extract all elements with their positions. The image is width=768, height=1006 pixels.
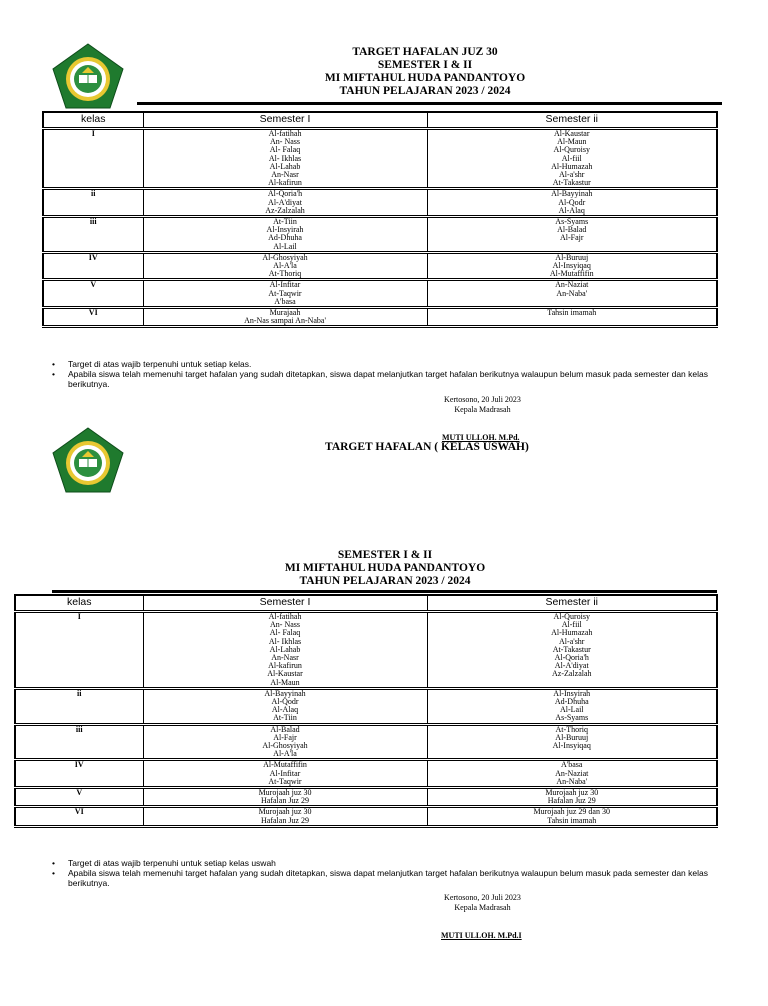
header-kelas: kelas (15, 595, 143, 612)
surah-item: Al-Quroisy (553, 612, 590, 621)
bottom-title-1: SEMESTER I & II (337, 549, 433, 561)
top-title-3: MI MIFTAHUL HUDA PANDANTOYO (324, 72, 526, 84)
surah-item: Al-Qodr (271, 697, 299, 707)
header-semester-2: Semester ii (427, 112, 717, 129)
school-logo-emblem (52, 43, 124, 109)
bottom-target-table (14, 594, 718, 828)
surah-item: Al-Alaq (271, 705, 299, 715)
table-header-row (15, 595, 717, 612)
surah-item: Al-a'shr (559, 170, 585, 180)
kelas-cell: VI (43, 308, 143, 327)
surah-item: At-Thoriq (268, 269, 302, 279)
table-row (43, 252, 717, 280)
surah-item: Murojaah juz 29 dan 30 (533, 807, 610, 817)
top-title-1: TARGET HAFALAN JUZ 30 (352, 46, 498, 58)
table-row (15, 788, 717, 807)
semester-1-cell (143, 788, 427, 807)
semester-1-cell (143, 760, 427, 788)
surah-item: Al-Fajr (273, 732, 297, 742)
surah-item: Al-Maun (557, 137, 587, 147)
semester-2-cell (427, 252, 717, 280)
surah-item: Al-Kaustar (553, 129, 590, 138)
semester-1-cell (143, 612, 427, 689)
semester-1-cell (143, 217, 427, 253)
header-kelas: kelas (43, 112, 143, 129)
surah-item: Al-a'shr (559, 636, 585, 646)
semester-1-cell (143, 189, 427, 217)
table-row (43, 189, 717, 217)
kelas-cell: iii (43, 217, 143, 253)
header-semester-1: Semester I (143, 595, 427, 612)
table-row (43, 129, 717, 189)
table-row (43, 280, 717, 308)
surah-item: As-Syams (555, 713, 589, 723)
bottom-sign-role: Kepala Madrasah (454, 902, 511, 912)
surah-item: Al-Fajr (559, 233, 584, 243)
table-row (15, 807, 717, 826)
semester-2-cell (427, 760, 717, 788)
surah-item: Al-fatihah (268, 612, 302, 621)
surah-item: Al-Quroisy (553, 145, 590, 155)
surah-item: Al-Mutaffifin (549, 269, 594, 279)
surah-item: Tahsin imamah (547, 308, 597, 318)
surah-item: Murajaah (269, 308, 301, 318)
bottom-note-2: • Apabila siswa telah memenuhi target hafalan yang sudah ditetapkan, siswa dapat melanjutkan target hafalan berikutnya walaupun belum masuk pada semester dan kelas berikutnya. (50, 868, 708, 888)
surah-item: Al-Mutaffifin (263, 760, 307, 770)
surah-item: Al-kafirun (268, 178, 302, 188)
semester-2-cell (427, 129, 717, 189)
top-note-1: • Target di atas wajib terpenuhi untuk setiap kelas. (50, 359, 708, 369)
surah-item: A'basa (274, 296, 296, 306)
surah-item: An-Nas sampai An-Naba' (244, 316, 326, 326)
surah-item: Al-kafirun (268, 661, 302, 671)
semester-2-cell (427, 788, 717, 807)
semester-2-cell (427, 217, 717, 253)
kelas-cell: I (15, 612, 143, 689)
kelas-cell: I (43, 129, 143, 189)
surah-item: Ad-Dhuha (554, 697, 589, 707)
top-target-table (42, 111, 718, 328)
surah-item: Al-Kaustar (267, 669, 303, 679)
surah-item: Al-A'diyat (554, 661, 589, 671)
surah-item: An-Nasr (271, 170, 299, 180)
surah-item: Murojaah juz 30 (258, 788, 312, 798)
table-row (15, 760, 717, 788)
bottom-signature-block (420, 893, 545, 912)
surah-item: An-Naziat (555, 768, 589, 778)
top-sign-role: Kepala Madrasah (454, 404, 511, 414)
top-note-2: • Apabila siswa telah memenuhi target hafalan yang sudah ditetapkan, siswa dapat melanjutkan target hafalan berikutnya walaupun belum masuk pada semester dan kelas berikutnya. (50, 369, 708, 389)
surah-item: Murojaah juz 30 (258, 807, 312, 817)
semester-1-cell (143, 688, 427, 724)
kelas-cell: V (43, 280, 143, 308)
surah-item: Al-Insyiqaq (552, 741, 591, 751)
table-row (43, 308, 717, 327)
table-row (15, 724, 717, 760)
surah-item: An-Naziat (555, 280, 589, 290)
semester-1-cell (143, 807, 427, 826)
surah-item: Az-Zalzalah (551, 669, 592, 679)
surah-item: Al-Insyirah (553, 688, 591, 698)
surah-item: Al-Lail (273, 241, 297, 251)
top-heading-rule (137, 102, 722, 105)
top-sign-date: Kertosono, 20 Juli 2023 (444, 395, 521, 404)
surah-item: Al- Ikhlas (268, 636, 302, 646)
surah-item: An-Nasr (271, 653, 299, 663)
school-logo (52, 43, 124, 109)
surah-item: Al-Lahab (269, 644, 301, 654)
surah-item: Tahsin imamah (547, 815, 597, 825)
semester-1-cell (143, 129, 427, 189)
table-header-row (43, 112, 717, 129)
surah-item: At-Taqwir (268, 776, 302, 786)
surah-item: Az-Zalzalah (265, 205, 305, 215)
table-row (43, 217, 717, 253)
surah-item: Al-fiil (561, 153, 582, 163)
bottom-title-3: TAHUN PELAJARAN 2023 / 2024 (299, 575, 471, 587)
top-title-2: SEMESTER I & II (377, 59, 473, 71)
surah-item: Al-Balad (270, 724, 300, 734)
surah-item: At-Thoriq (555, 724, 588, 734)
surah-item: As-Syams (555, 217, 589, 227)
surah-item: Al-Bayyinah (551, 189, 593, 199)
kelas-cell: ii (15, 688, 143, 724)
surah-item: Al-Humazah (551, 161, 593, 171)
semester-1-cell (143, 724, 427, 760)
surah-item: Al-Alaq (558, 205, 585, 215)
surah-item: Al-Lahab (269, 161, 301, 171)
surah-item: Ad-Dhuha (268, 233, 302, 243)
surah-item: An- Nass (270, 620, 300, 630)
kelas-cell: V (15, 788, 143, 807)
surah-item: Al-Qoria'h (554, 653, 589, 663)
surah-item: An-Naba' (556, 288, 588, 298)
semester-2-cell (427, 308, 717, 327)
surah-item: Al-Insyirah (266, 225, 304, 235)
semester-2-cell (427, 280, 717, 308)
semester-2-cell (427, 189, 717, 217)
surah-item: Hafalan Juz 29 (547, 796, 596, 806)
surah-item: Al-Lail (559, 705, 584, 715)
surah-item: Al- Falaq (269, 145, 301, 155)
top-title-4: TAHUN PELAJARAN 2023 / 2024 (339, 85, 511, 97)
surah-item: An- Nass (270, 137, 300, 147)
surah-item: Al- Falaq (269, 628, 301, 638)
surah-item: Al-Balad (557, 225, 587, 235)
school-logo-bottom (52, 427, 124, 493)
top-notes (50, 359, 708, 389)
bottom-sign-name: MUTI ULLOH. M.Pd.I (441, 931, 522, 940)
bottom-heading (260, 549, 510, 588)
kelas-cell: IV (43, 252, 143, 280)
surah-item: At-Tiin (273, 713, 297, 723)
header-semester-2: Semester ii (427, 595, 717, 612)
table-row (15, 688, 717, 724)
surah-item: Al-fiil (561, 620, 582, 630)
surah-item: At-Tiin (273, 217, 297, 227)
bottom-sign-date: Kertosono, 20 Juli 2023 (444, 893, 521, 902)
bottom-notes (50, 858, 708, 888)
surah-item: Al-Qoria'h (267, 189, 303, 199)
table-row (15, 612, 717, 689)
bottom-heading-rule (52, 590, 717, 593)
surah-item: An-Naba' (556, 776, 588, 786)
surah-item: Al-Maun (270, 677, 300, 687)
surah-item: Al-Bayyinah (264, 688, 306, 698)
school-logo-emblem-bottom (52, 427, 124, 493)
surah-item: Hafalan Juz 29 (261, 796, 309, 806)
top-heading (300, 46, 550, 98)
top-sign-name: MUTI ULLOH. M.Pd. (442, 433, 520, 442)
surah-item: Al-Buruuj (555, 252, 589, 262)
surah-item: Al-Infitar (269, 280, 301, 290)
bottom-note-1: • Target di atas wajib terpenuhi untuk setiap kelas uswah (50, 858, 708, 868)
surah-item: Al-Humazah (551, 628, 593, 638)
surah-item: Al-A'la (273, 749, 297, 759)
surah-item: Al-Ghosyiyah (262, 252, 308, 262)
surah-item: Al-Infitar (269, 768, 301, 778)
semester-1-cell (143, 252, 427, 280)
surah-item: A'basa (561, 760, 583, 770)
bottom-title-2: MI MIFTAHUL HUDA PANDANTOYO (284, 562, 486, 574)
kelas-cell: ii (43, 189, 143, 217)
kelas-cell: VI (15, 807, 143, 826)
semester-2-cell (427, 612, 717, 689)
surah-item: Al-A'la (273, 261, 297, 271)
surah-item: Al-fatihah (268, 129, 302, 138)
kelas-cell: iii (15, 724, 143, 760)
semester-2-cell (427, 807, 717, 826)
header-semester-1: Semester I (143, 112, 427, 129)
surah-item: Al-Qodr (558, 197, 586, 207)
semester-1-cell (143, 280, 427, 308)
surah-item: At-Takastur (552, 644, 591, 654)
surah-item: Murojaah juz 30 (545, 788, 599, 798)
kelas-cell: IV (15, 760, 143, 788)
surah-item: Al-Ghosyiyah (262, 741, 308, 751)
surah-item: Hafalan Juz 29 (261, 815, 309, 825)
surah-item: Al-A'diyat (268, 197, 302, 207)
bottom-subtitle: TARGET HAFALAN ( KELAS USWAH) (325, 441, 529, 453)
semester-1-cell (143, 308, 427, 327)
semester-2-cell (427, 688, 717, 724)
surah-item: Al-Insyiqaq (552, 261, 591, 271)
surah-item: Al- Ikhlas (268, 153, 302, 163)
surah-item: At-Taqwir (268, 288, 302, 298)
surah-item: At-Takastur (552, 178, 591, 188)
surah-item: Al-Buruuj (555, 732, 589, 742)
semester-2-cell (427, 724, 717, 760)
top-signature-block (420, 395, 545, 414)
